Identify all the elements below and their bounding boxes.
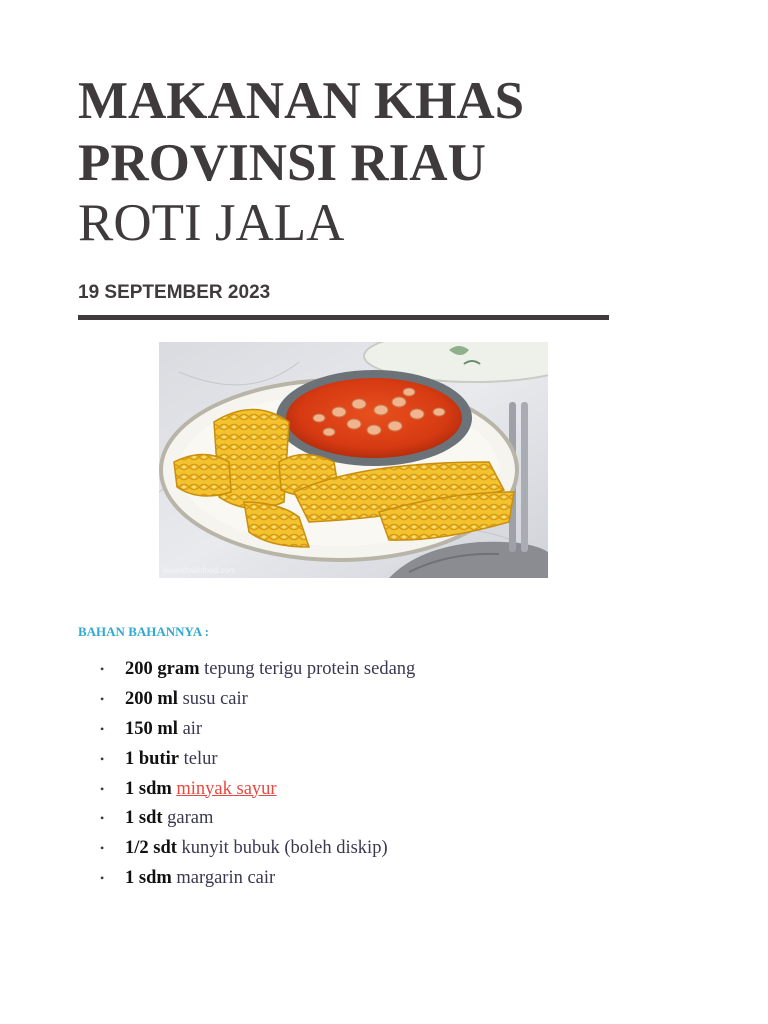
title-line-1: MAKANAN KHAS — [78, 72, 525, 130]
post-date: 19 SEPTEMBER 2023 — [78, 282, 271, 303]
page-title — [78, 70, 524, 194]
header-divider — [78, 315, 609, 320]
ingredient-name: margarin cair — [171, 868, 276, 889]
ingredient-quantity: 150 ml — [125, 718, 178, 739]
bullet-icon: • — [100, 841, 105, 856]
ingredient-quantity: 1 butir — [125, 748, 179, 769]
bullet-icon: • — [100, 781, 105, 796]
bullet-icon: • — [100, 871, 105, 886]
dish-name: ROTI JALA — [78, 194, 345, 252]
bullet-icon: • — [100, 811, 105, 826]
ingredient-name: air — [177, 718, 203, 739]
ingredient-name: telur — [178, 748, 218, 769]
ingredient-name: susu cair — [177, 688, 248, 709]
ingredient-quantity: 200 gram — [125, 659, 200, 679]
ingredient-quantity: 1/2 sdt — [125, 838, 177, 859]
ingredient-quantity: 1 sdt — [125, 808, 163, 829]
bullet-icon: • — [100, 751, 105, 766]
minyak-sayur-link[interactable]: minyak sayur — [176, 778, 277, 799]
ingredient-name: garam — [162, 808, 214, 829]
ingredient-quantity: 1 sdm — [125, 868, 172, 889]
ingredient-name: tepung terigu protein sedang — [199, 659, 416, 679]
title-line-2: PROVINSI RIAU — [78, 134, 486, 192]
bullet-icon: • — [100, 662, 105, 676]
bullet-icon: • — [100, 721, 105, 736]
roti-jala-photo — [159, 342, 548, 578]
ingredient-quantity: 200 ml — [125, 688, 178, 709]
ingredient-name: kunyit bubuk (boleh diskip) — [176, 838, 388, 859]
photo-watermark: seasaltwithfood.com — [163, 566, 236, 575]
bullet-icon: • — [100, 691, 105, 706]
ingredient-quantity: 1 sdm — [125, 778, 172, 799]
ingredients-heading: BAHAN BAHANNYA : — [78, 624, 209, 639]
